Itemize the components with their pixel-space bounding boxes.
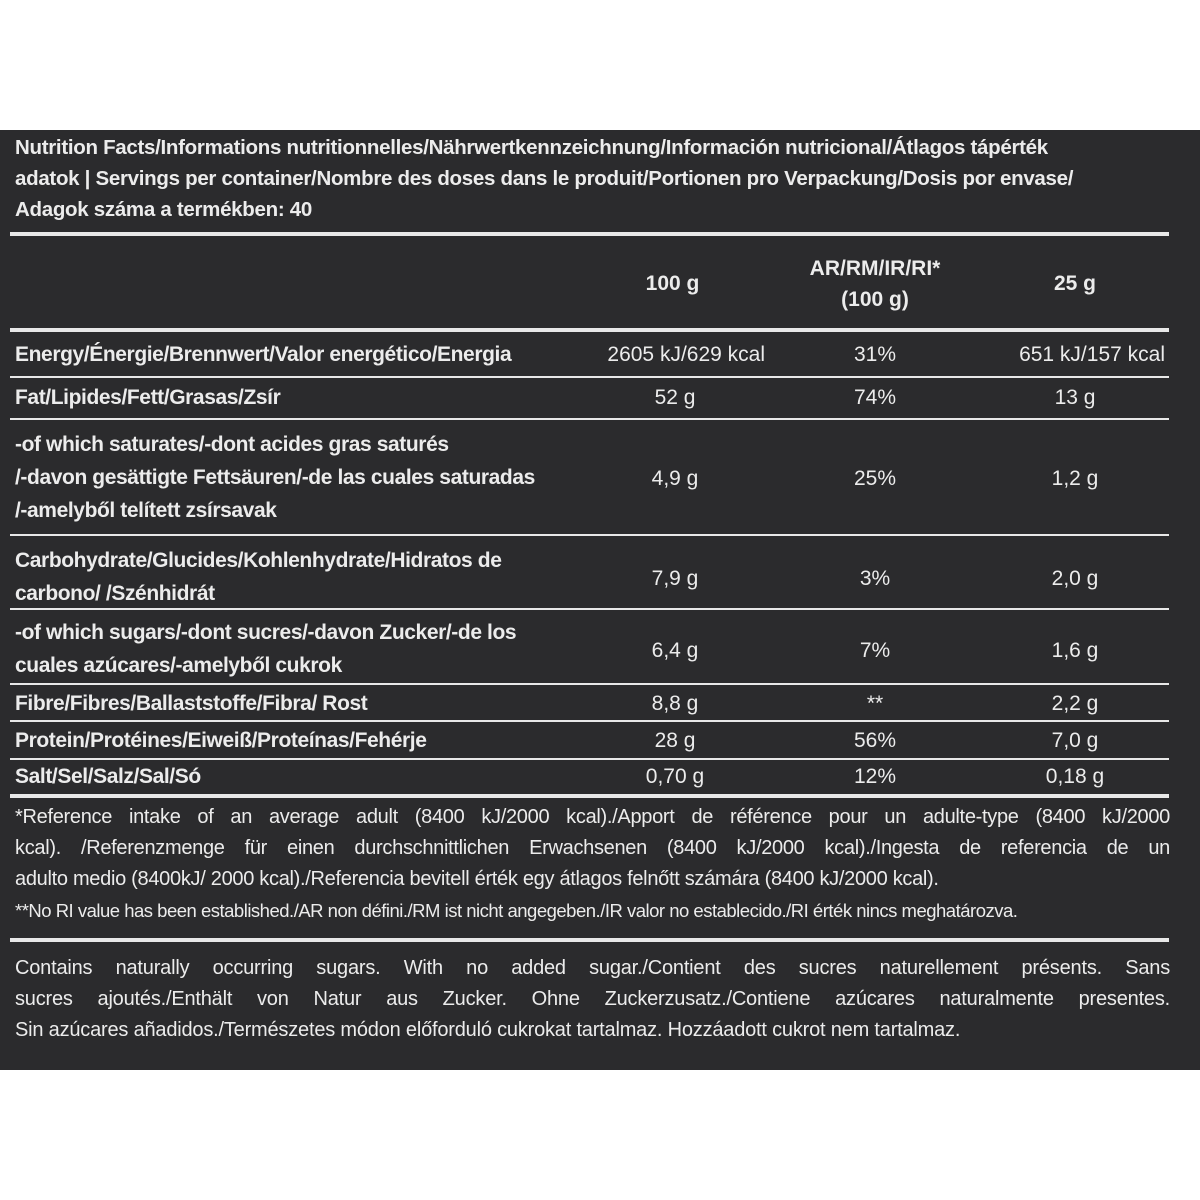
column-header-100g: 100 g: [645, 272, 700, 295]
divider: [10, 794, 1169, 798]
row-label-line-3: /-amelyből telített zsírsavak: [15, 499, 277, 522]
divider: [10, 328, 1169, 332]
nutrition-label: [0, 130, 1200, 1070]
divider: [10, 938, 1169, 942]
value-per-serving: 0,18 g: [1045, 765, 1105, 788]
divider: [10, 418, 1169, 420]
sugar-note-line-3: Sin azúcares añadidos./Természetes módon előforduló cukrokat tartalmaz. Hozzáadott cukrot nem tartalmaz.: [15, 1019, 961, 1041]
value-per-100g: 2605 kJ/629 kcal: [607, 343, 765, 366]
sugar-statement: [15, 953, 1170, 1046]
value-ri: **: [866, 692, 884, 715]
value-per-100g: 4,9 g: [651, 467, 699, 490]
value-per-serving: 1,2 g: [1051, 467, 1099, 490]
label-header: [15, 132, 1175, 225]
value-per-100g: 52 g: [654, 386, 696, 409]
value-per-serving: 1,6 g: [1051, 639, 1099, 662]
divider: [10, 376, 1169, 378]
value-ri: 7%: [859, 639, 891, 662]
divider: [10, 720, 1169, 722]
value-per-serving: 7,0 g: [1051, 729, 1099, 752]
header-line-3: Adagok száma a termékben: 40: [15, 198, 312, 221]
column-header-ri-line-1: AR/RM/IR/RI*: [809, 257, 941, 280]
row-label-line-1: -of which saturates/-dont acides gras saturés: [15, 433, 449, 456]
value-per-100g: 28 g: [654, 729, 696, 752]
divider: [10, 683, 1169, 685]
value-ri: 12%: [853, 765, 897, 788]
row-label-line-1: Carbohydrate/Glucides/Kohlenhydrate/Hidratos de: [15, 549, 502, 572]
value-ri: 74%: [853, 386, 897, 409]
value-ri: 3%: [859, 567, 891, 590]
divider: [10, 232, 1169, 236]
value-per-100g: 7,9 g: [651, 567, 699, 590]
footnote-line-4: **No RI value has been established./AR non défini./RM ist nicht angegeben./IR valor no establecido./RI érték nincs meghatározva.: [15, 900, 1018, 921]
value-per-100g: 8,8 g: [651, 692, 699, 715]
row-label-line-1: -of which sugars/-dont sucres/-davon Zucker/-de los: [15, 621, 517, 644]
value-per-serving: 2,0 g: [1051, 567, 1099, 590]
row-label: Energy/Énergie/Brennwert/Valor energético/Energia: [15, 343, 512, 366]
reference-intake-footnote: [15, 802, 1170, 926]
value-ri: 25%: [853, 467, 897, 490]
footnote-line-1: *Reference intake of an average adult (8400 kJ/2000 kcal)./Apport de référence pour un adulte-type (8400 kJ/2000: [15, 806, 1170, 828]
footnote-line-2: kcal). /Referenzmenge für einen durchschnittlichen Erwachsenen (8400 kJ/2000 kcal)./Ingesta de referencia de un: [15, 837, 1170, 859]
value-per-100g: 6,4 g: [651, 639, 699, 662]
footnote-line-3: adulto medio (8400kJ/ 2000 kcal)./Referencia bevitell érték egy átlagos felnőtt számára (8400 kJ/2000 kcal).: [15, 868, 939, 890]
row-label-line-2: cuales azúcares/-amelyből cukrok: [15, 654, 342, 677]
row-label: Fat/Lipides/Fett/Grasas/Zsír: [15, 386, 281, 409]
sugar-note-line-1: Contains naturally occurring sugars. With no added sugar./Contient des sucres naturellement présents. Sans: [15, 957, 1170, 979]
header-line-2: adatok | Servings per container/Nombre des doses dans le produit/Portionen pro Verpackung/Dosis por envase/: [15, 167, 1074, 190]
header-line-1: Nutrition Facts/Informations nutritionnelles/Nährwertkennzeichnung/Información nutricional/Átlagos tápérték: [15, 136, 1048, 159]
value-per-100g: 0,70 g: [645, 765, 705, 788]
value-per-serving: 651 kJ/157 kcal: [1019, 343, 1165, 366]
value-ri: 56%: [853, 729, 897, 752]
divider: [10, 534, 1169, 536]
column-header-serving: 25 g: [1053, 272, 1097, 295]
column-header-ri: [780, 253, 970, 315]
value-ri: 31%: [853, 343, 897, 366]
value-per-serving: 13 g: [1054, 386, 1096, 409]
divider: [10, 608, 1169, 610]
row-label: Salt/Sel/Salz/Sal/Só: [15, 765, 201, 788]
sugar-note-line-2: sucres ajoutés./Enthält von Natur aus Zucker. Ohne Zuckerzusatz./Contiene azúcares naturalmente presentes.: [15, 988, 1170, 1010]
row-label-line-2: carbono/ /Szénhidrát: [15, 582, 215, 605]
row-label: Protein/Protéines/Eiweiß/Proteínas/Fehérje: [15, 729, 427, 752]
column-header-ri-line-2: (100 g): [841, 288, 909, 311]
row-label-line-2: /-davon gesättigte Fettsäuren/-de las cuales saturadas: [15, 466, 535, 489]
value-per-serving: 2,2 g: [1051, 692, 1099, 715]
row-label: Fibre/Fibres/Ballaststoffe/Fibra/ Rost: [15, 692, 368, 715]
